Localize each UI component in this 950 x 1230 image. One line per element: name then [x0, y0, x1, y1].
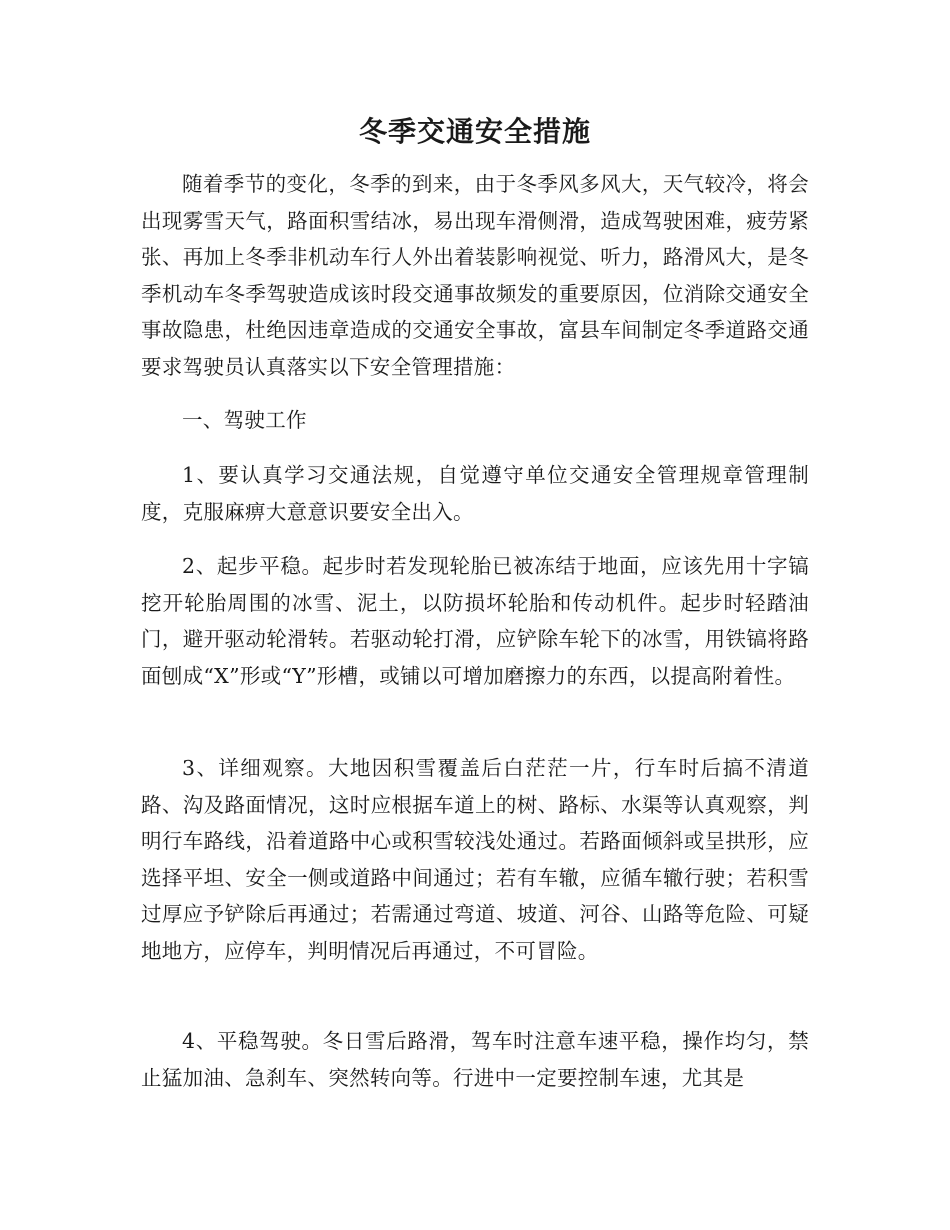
- list-item: 3、详细观察。大地因积雪覆盖后白茫茫一片，行车时后搞不清道路、沟及路面情况，这时应根据车道上的树、路标、水渠等认真观察，判明行车路线，沿着道路中心或积雪较浅处通过。若路面倾斜或呈拱形，应选择平坦、安全一侧或道路中间通过；若有车辙，应循车辙行驶；若积雪过厚应予铲除后再通过；若需通过弯道、坡道、河谷、山路等危险、可疑地地方，应停车，判明情况后再通过，不可冒险。: [141, 756, 809, 963]
- list-item: 2、起步平稳。起步时若发现轮胎已被冻结于地面，应该先用十字镐挖开轮胎周围的冰雪、泥土，以防损坏轮胎和传动机件。起步时轻踏油门，避开驱动轮滑转。若驱动轮打滑，应铲除车轮下的冰雪，用铁镐将路面刨成“X”形或“Y”形槽，或铺以可增加磨擦力的东西，以提高附着性。: [141, 554, 809, 688]
- list-item: 1、要认真学习交通法规，自觉遵守单位交通安全管理规章管理制度，克服麻痹大意意识要安全出入。: [141, 463, 809, 524]
- list-item: 4、平稳驾驶。冬日雪后路滑，驾车时注意车速平稳，操作均匀，禁止猛加油、急刹车、突然转向等。行进中一定要控制车速，尤其是: [141, 1029, 809, 1090]
- intro-paragraph: 随着季节的变化，冬季的到来，由于冬季风多风大，天气较冷，将会出现雾雪天气，路面积雪结冰，易出现车滑侧滑，造成驾驶困难，疲劳紧张、再加上冬季非机动车行人外出着装影响视觉、听力，路滑风大，是冬季机动车冬季驾驶造成该时段交通事故频发的重要原因，位消除交通安全事故隐患，杜绝因违章造成的交通安全事故，富县车间制定冬季道路交通要求驾驶员认真落实以下安全管理措施：: [141, 172, 809, 379]
- document-title: 冬季交通安全措施: [358, 115, 591, 148]
- section-heading: 一、驾驶工作: [182, 408, 307, 432]
